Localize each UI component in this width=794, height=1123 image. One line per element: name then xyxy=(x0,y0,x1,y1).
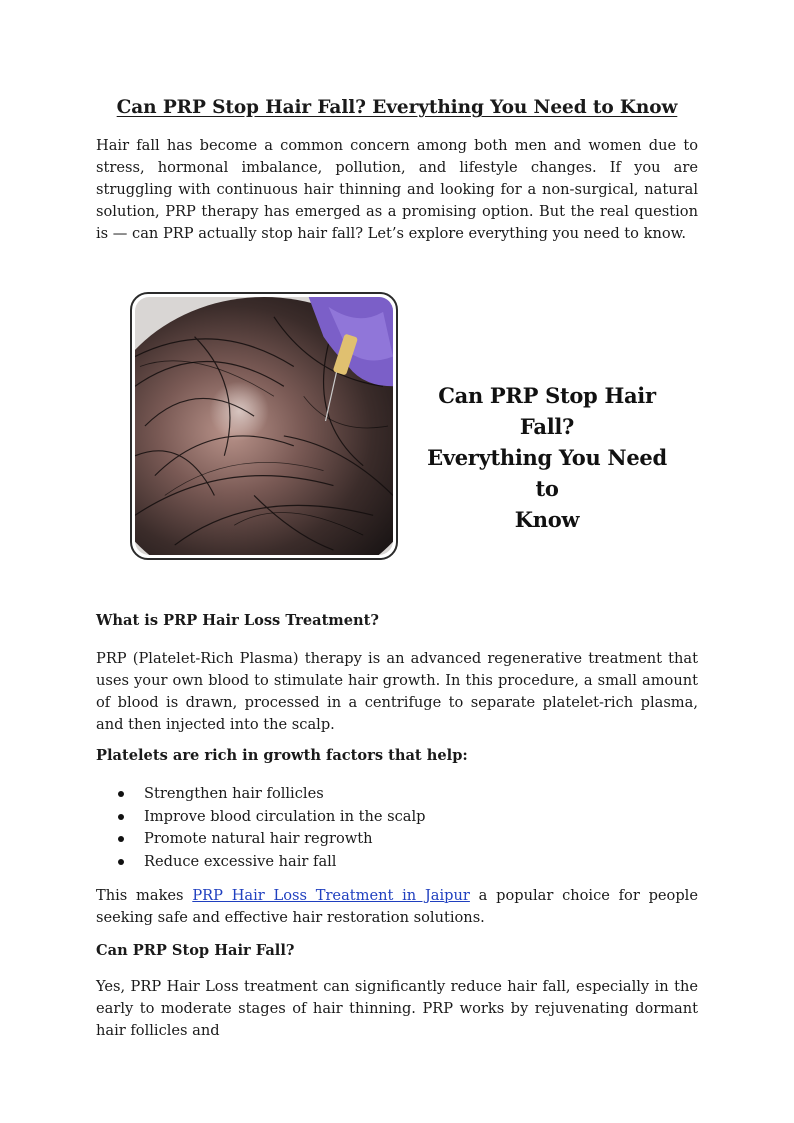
list-item-text: Strengthen hair follicles xyxy=(144,785,324,802)
section-heading-can: Can PRP Stop Hair Fall? xyxy=(96,942,295,959)
makes-text-before: This makes xyxy=(96,887,193,904)
list-item-text: Reduce excessive hair fall xyxy=(144,852,337,870)
bullet-icon xyxy=(118,791,124,797)
section-body-can: Yes, PRP Hair Loss treatment can significantly reduce hair fall, especially in the early to moderate stages of hair thinning. PRP works by rejuvenating dormant hair follicles and xyxy=(96,978,698,1039)
list-item xyxy=(118,851,426,874)
makes-paragraph xyxy=(96,885,698,929)
list-item xyxy=(118,783,426,806)
list-item-text: Improve blood circulation in the scalp xyxy=(144,807,426,825)
makes-text-after: a popular choice for people seeking safe and effective hair restoration solutions. xyxy=(96,887,698,926)
list-item-text: Promote natural hair regrowth xyxy=(144,830,373,847)
page-title: Can PRP Stop Hair Fall? Everything You Need to Know xyxy=(116,97,678,118)
section-heading-what: What is PRP Hair Loss Treatment? xyxy=(96,612,379,629)
bullet-icon xyxy=(118,836,124,842)
section-heading-platelets: Platelets are rich in growth factors that help: xyxy=(96,747,468,764)
section-body-what: PRP (Platelet-Rich Plasma) therapy is an advanced regenerative treatment that uses your own blood to stimulate hair growth. In this procedure, a small amount of blood is drawn, processed in a centrifuge to separate platelet-rich plasma, and then injected into the scalp. xyxy=(96,650,698,733)
banner-image xyxy=(130,292,690,564)
banner-title-line2: Everything You Need to xyxy=(427,445,667,501)
list-item xyxy=(118,828,426,851)
bullet-icon xyxy=(118,859,124,865)
banner-title-line3: Know xyxy=(514,507,580,532)
benefits-list xyxy=(118,783,426,873)
banner-title-line1: Can PRP Stop Hair Fall? xyxy=(438,383,656,439)
intro-paragraph: Hair fall has become a common concern among both men and women due to stress, hormonal imbalance, pollution, and lifestyle changes. If you are struggling with continuous hair thinning and looking for a non-surgical, natural solution, PRP therapy has emerged as a promising option. But the real question is — can PRP actually stop hair fall? Let’s explore everything you need to know. xyxy=(96,137,698,242)
scalp-injection-photo xyxy=(135,297,393,555)
prp-treatment-jaipur-link[interactable]: PRP Hair Loss Treatment in Jaipur xyxy=(192,887,470,904)
list-item xyxy=(118,806,426,829)
banner-title xyxy=(416,380,678,535)
scalp-photo-frame xyxy=(130,292,398,560)
bullet-icon xyxy=(118,814,124,820)
